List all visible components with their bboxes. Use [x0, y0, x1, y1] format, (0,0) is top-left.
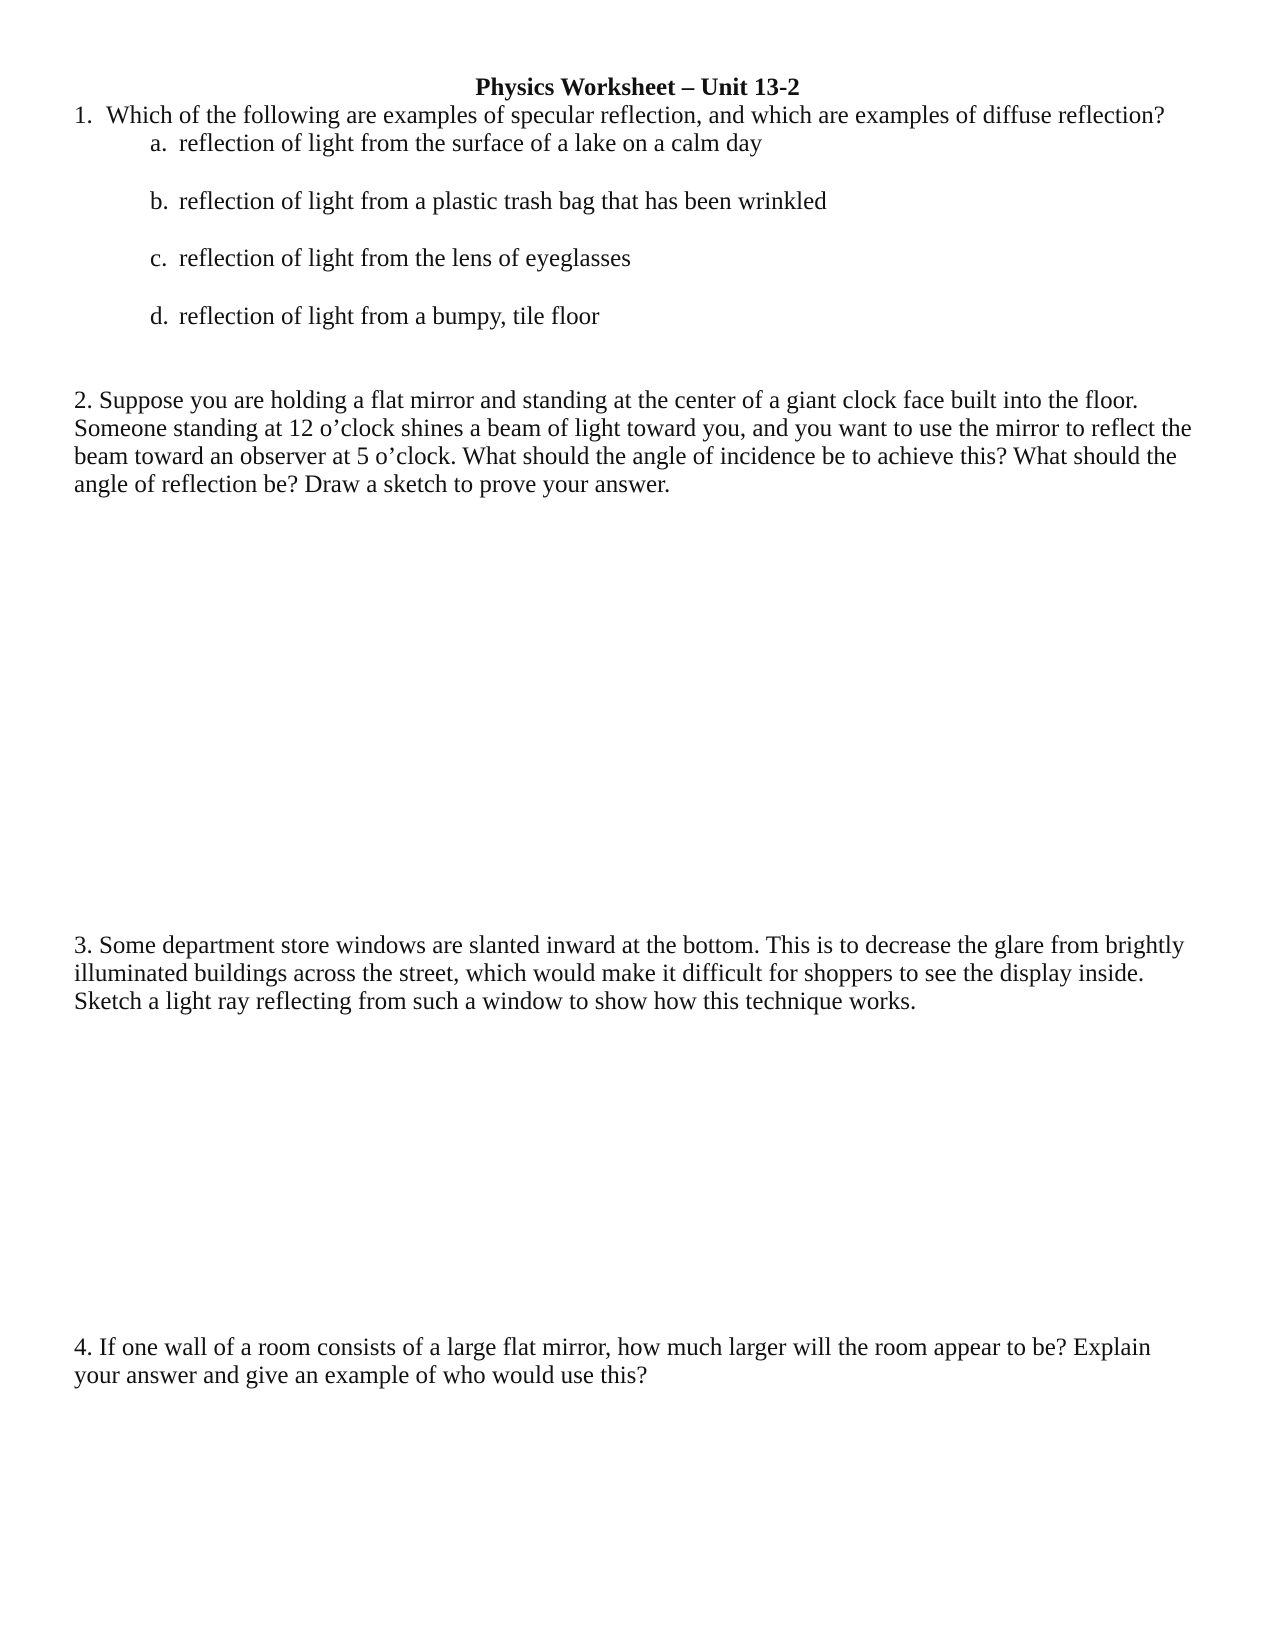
item-letter: c.: [150, 245, 168, 272]
question-2-line: 2. Suppose you are holding a flat mirror and standing at the center of a giant clock face built into the floor.: [74, 387, 1139, 414]
question-3-line: Sketch a light ray reflecting from such a window to show how this technique works.: [74, 988, 917, 1015]
question-1-number: 1.: [74, 102, 93, 129]
question-1-item-d: [150, 303, 599, 331]
question-2-line: Someone standing at 12 o’clock shines a beam of light toward you, and you want to use the mirror to reflect the: [74, 415, 1192, 442]
question-3-line: 3. Some department store windows are slanted inward at the bottom. This is to decrease the glare from brightly: [74, 932, 1185, 959]
worksheet-title: Physics Worksheet – Unit 13-2: [475, 74, 800, 101]
item-text: reflection of light from the lens of eyeglasses: [179, 245, 631, 272]
question-1-item-a: [150, 130, 762, 158]
question-4: [74, 1334, 1204, 1390]
item-text: reflection of light from the surface of a lake on a calm day: [179, 130, 763, 157]
item-letter: a.: [150, 130, 168, 157]
item-letter: d.: [150, 303, 169, 330]
question-3: [74, 932, 1204, 1016]
question-1-text: Which of the following are examples of specular reflection, and which are examples of diffuse reflection?: [106, 102, 1165, 129]
question-4-line: your answer and give an example of who would use this?: [74, 1362, 648, 1389]
question-3-line: illuminated buildings across the street, which would make it difficult for shoppers to see the display inside.: [74, 960, 1145, 987]
question-1-item-c: [150, 245, 631, 273]
question-2-line: beam toward an observer at 5 o’clock. What should the angle of incidence be to achieve this? What should the: [74, 443, 1177, 470]
question-1: [74, 102, 1214, 130]
question-2: [74, 387, 1204, 499]
question-4-line: 4. If one wall of a room consists of a large flat mirror, how much larger will the room appear to be? Explain: [74, 1334, 1151, 1361]
item-text: reflection of light from a plastic trash bag that has been wrinkled: [179, 188, 827, 215]
item-letter: b.: [150, 188, 169, 215]
question-1-item-b: [150, 188, 827, 216]
item-text: reflection of light from a bumpy, tile floor: [179, 303, 600, 330]
question-2-line: angle of reflection be? Draw a sketch to prove your answer.: [74, 471, 671, 498]
